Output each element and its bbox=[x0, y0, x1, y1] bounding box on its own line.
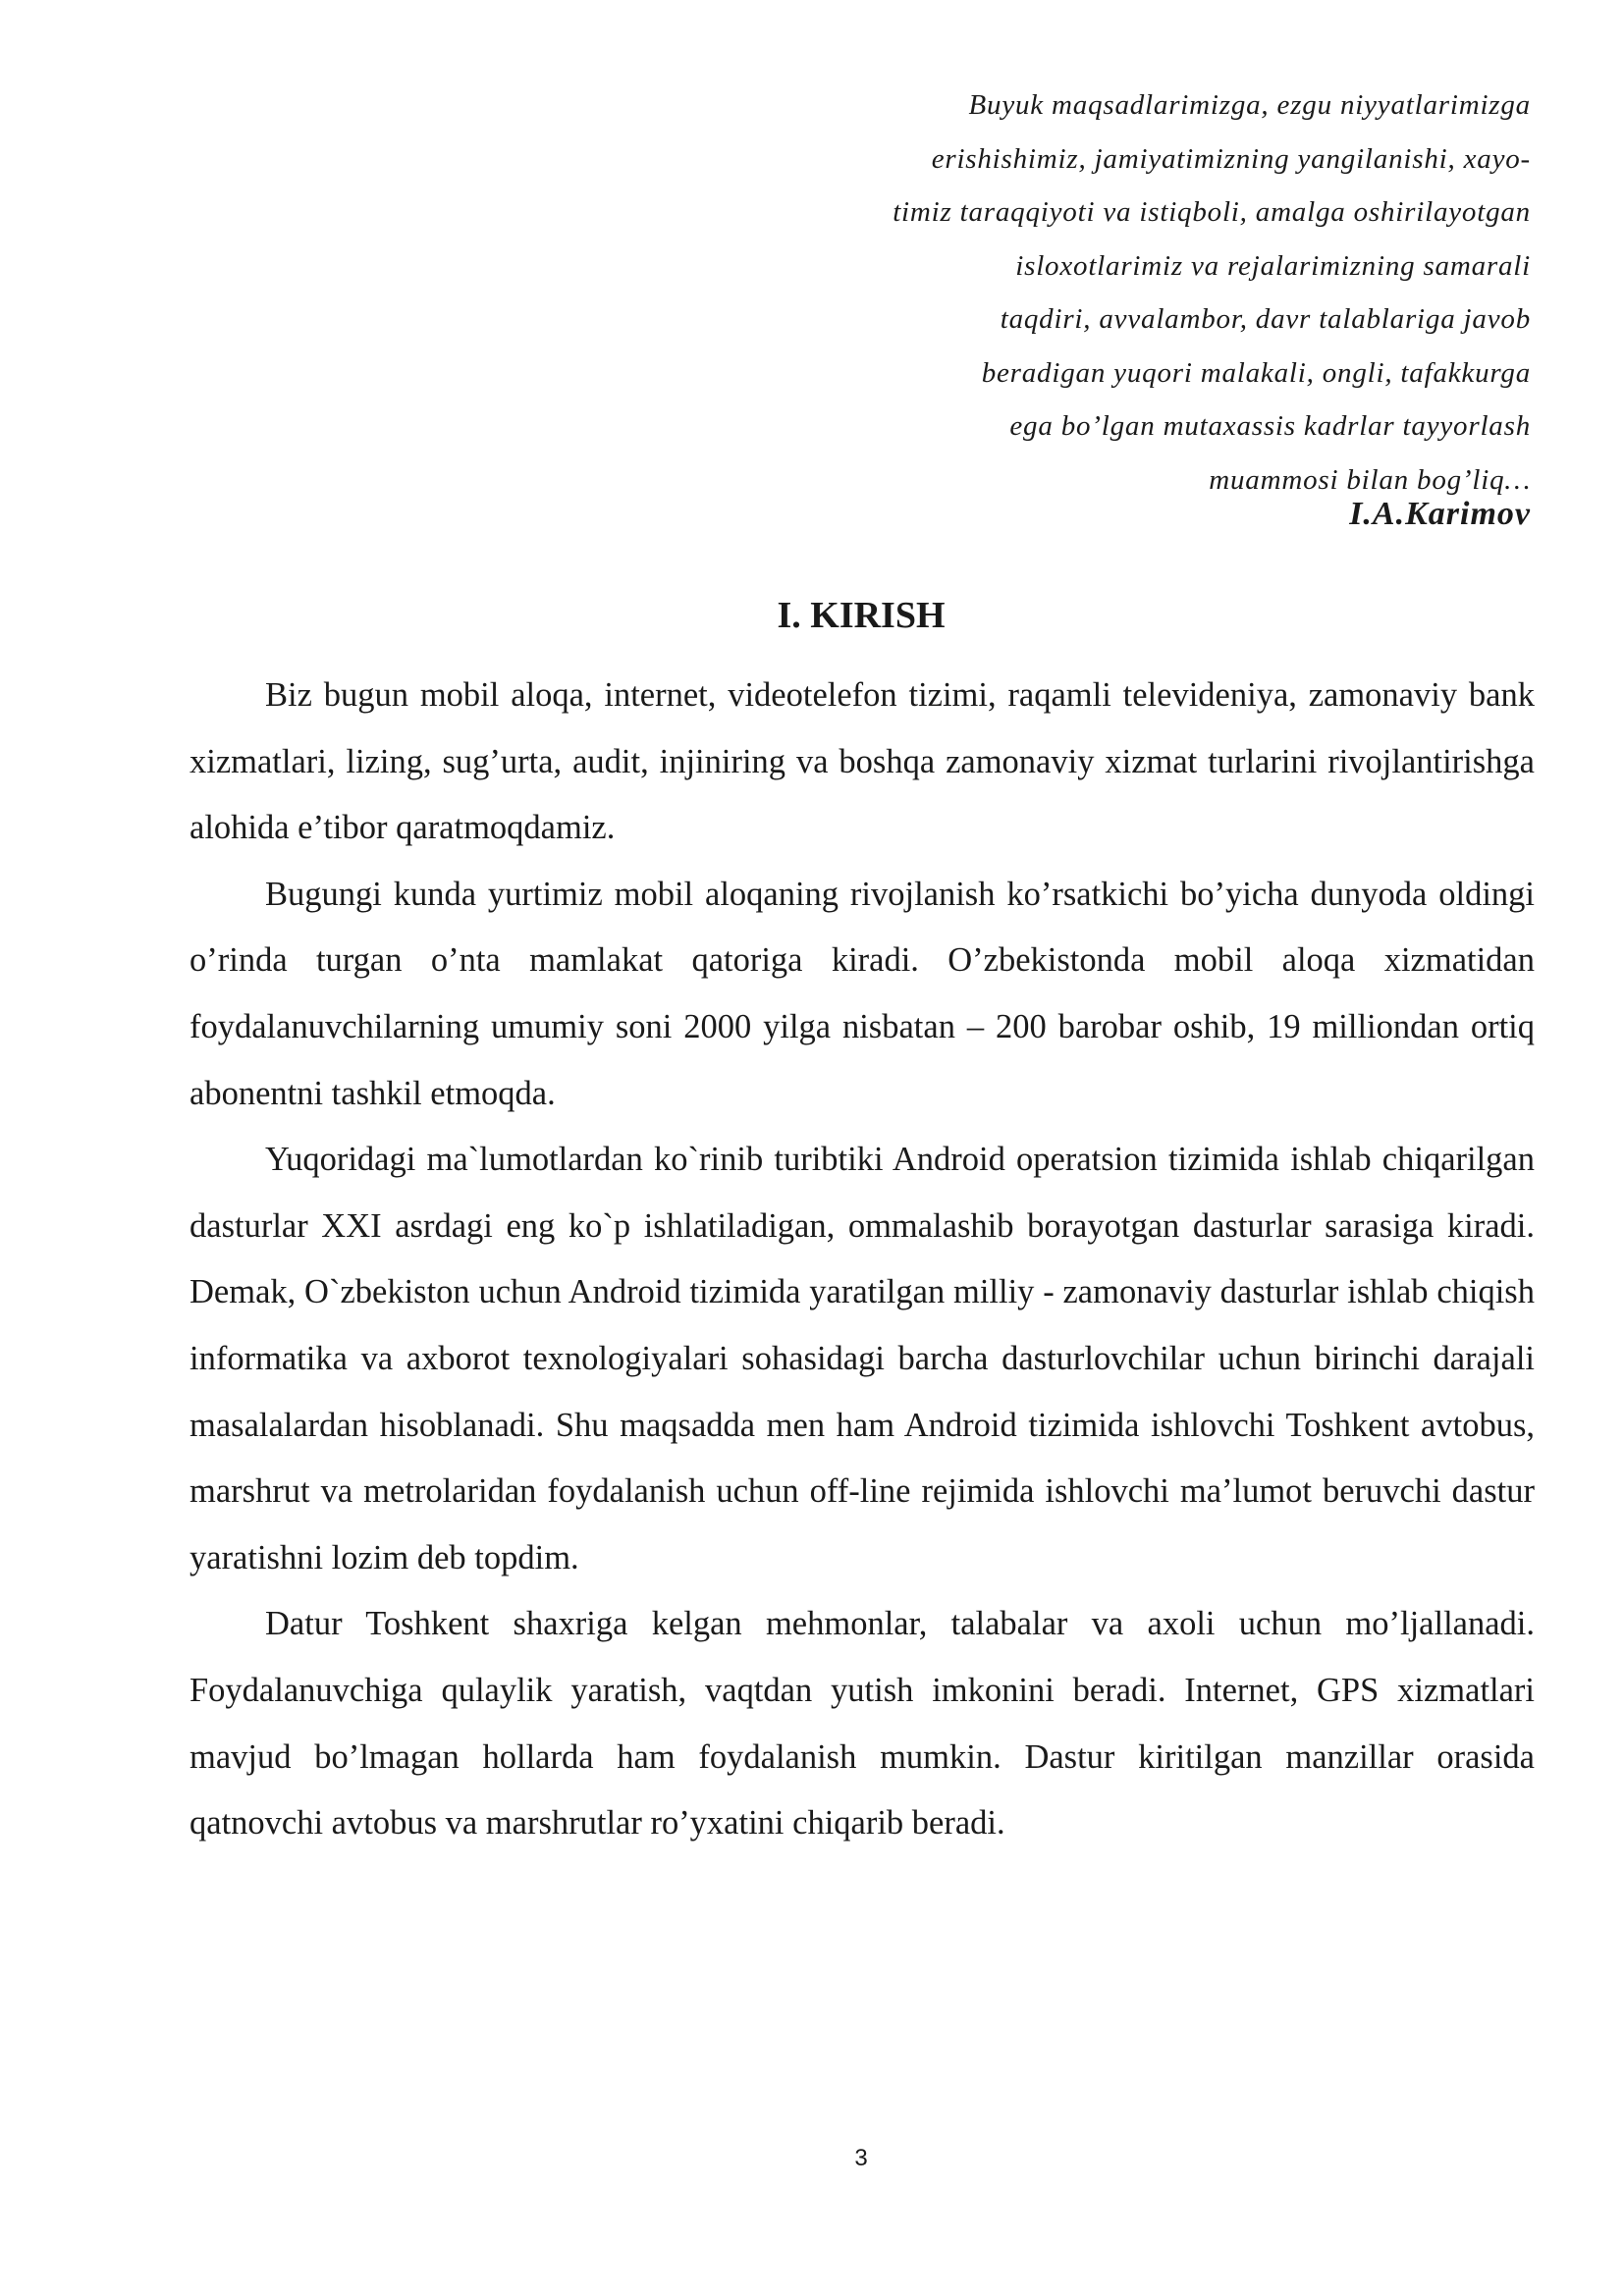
epigraph-line: isloxotlarimiz va rejalarimizning samarali bbox=[1015, 249, 1531, 282]
paragraph: Datur Toshkent shaxriga kelgan mehmonlar, talabalar va axoli uchun mo’ljallanadi. Foydalanuvchiga qulaylik yaratish, vaqtdan yutish imkonini beradi. Internet, GPS xizmatlari mavjud bo’lmagan hollarda ham foydalanish mumkin. Dastur kiritilgan manzillar orasida qatnovchi avtobus va marshrutlar ro’yxatini chiqarib beradi. bbox=[189, 1605, 1535, 1842]
epigraph-line: ega bo’lgan mutaxassis kadrlar tayyorlash bbox=[1009, 410, 1531, 442]
epigraph-line: beradigan yuqori malakali, ongli, tafakkurga bbox=[981, 356, 1531, 389]
paragraph: Bugungi kunda yurtimiz mobil aloqaning rivojlanish ko’rsatkichi bo’yicha dunyoda oldingi o’rinda turgan o’nta mamlakat qatoriga kiradi. O’zbekistonda mobil aloqa xizmatidan foydalanuvchilarning umumiy soni 2000 yilga nisbatan – 200 barobar oshib, 19 milliondan ortiq abonentni tashkil etmoqda. bbox=[189, 875, 1535, 1112]
section-title: I. KIRISH bbox=[777, 595, 946, 636]
epigraph-line: muammosi bilan bog’liq… bbox=[1209, 463, 1531, 496]
epigraph-quote bbox=[785, 79, 1531, 507]
paragraph: Biz bugun mobil aloqa, internet, videotelefon tizimi, raqamli televideniya, zamonaviy bank xizmatlari, lizing, sug’urta, audit, injiniring va boshqa zamonaviy xizmat turlarini rivojlantirishga alohida e’tibor qaratmoqdamiz. bbox=[189, 676, 1535, 847]
body-text bbox=[189, 663, 1535, 1857]
epigraph-line: erishishimiz, jamiyatimizning yangilanishi, xayo- bbox=[931, 142, 1531, 175]
epigraph-line: taqdiri, avvalambor, davr talablariga javob bbox=[1000, 303, 1531, 335]
epigraph-line: Buyuk maqsadlarimizga, ezgu niyyatlarimizga bbox=[968, 89, 1531, 121]
page-number: 3 bbox=[854, 2145, 868, 2171]
paragraph: Yuqoridagi ma`lumotlardan ko`rinib turibtiki Android operatsion tizimida ishlab chiqarilgan dasturlar XXI asrdagi eng ko`p ishlatiladigan, ommalashib borayotgan dasturlar sarasiga kiradi. Demak, O`zbekiston uchun Android tizimida yaratilgan milliy - zamonaviy dasturlar ishlab chiqish informatika va axborot texnologiyalari sohasidagi barcha dasturlovchilar uchun birinchi darajali masalalardan hisoblanadi. Shu maqsadda men ham Android tizimida ishlovchi Toshkent avtobus, marshrut va metrolaridan foydalanish uchun off-line rejimida ishlovchi ma’lumot beruvchi dastur yaratishni lozim deb topdim. bbox=[189, 1141, 1535, 1576]
epigraph-line: timiz taraqqiyoti va istiqboli, amalga oshirilayotgan bbox=[893, 196, 1531, 228]
epigraph-author: I.A.Karimov bbox=[1349, 496, 1531, 532]
